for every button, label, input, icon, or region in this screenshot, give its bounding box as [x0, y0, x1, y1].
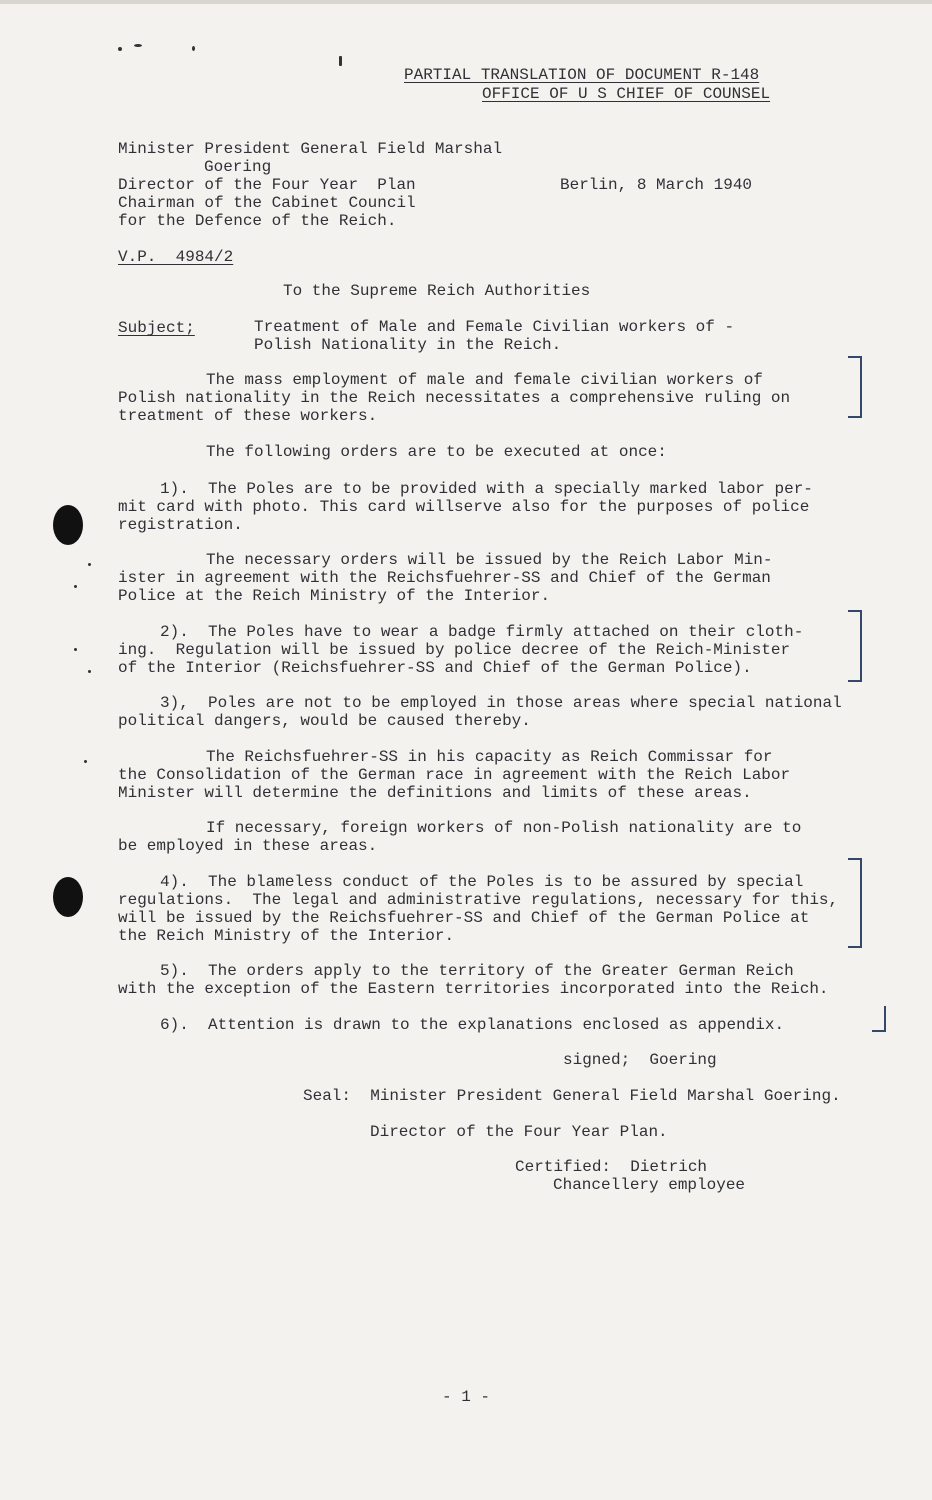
order-item-3-sub2: If necessary, foreign workers of non-Polish nationality are to [206, 819, 802, 837]
order-item-3-sub: The Reichsfuehrer-SS in his capacity as Reich Commissar for [206, 748, 773, 766]
order-item-1-sub: ister in agreement with the Reichsfuehrer-SS and Chief of the German [118, 569, 771, 587]
order-item-3-sub2: be employed in these areas. [118, 837, 378, 855]
page-top-edge [0, 0, 932, 4]
sender-line: Goering [204, 158, 272, 176]
sender-line: Minister President General Field Marshal [118, 140, 503, 158]
seal-subline: Director of the Four Year Plan. [370, 1123, 668, 1141]
certification: Chancellery employee [553, 1176, 746, 1194]
ink-speck [84, 760, 87, 763]
order-item-3: 3), Poles are not to be employed in those areas where special national [160, 694, 842, 712]
order-item-1-sub: The necessary orders will be issued by the Reich Labor Min- [206, 551, 773, 569]
punch-hole [53, 505, 83, 545]
ink-speck [88, 563, 91, 566]
order-item-1: registration. [118, 516, 243, 534]
seal-line: Seal: Minister President General Field Marshal Goering. [303, 1087, 841, 1105]
subject-text: Polish Nationality in the Reich. [254, 336, 562, 354]
ink-speck [88, 670, 91, 673]
order-item-6: 6). Attention is drawn to the explanations enclosed as appendix. [160, 1016, 785, 1034]
order-item-2: 2). The Poles have to wear a badge firmly attached on their cloth- [160, 623, 804, 641]
order-item-1-sub: Police at the Reich Ministry of the Interior. [118, 587, 551, 605]
order-item-4: the Reich Ministry of the Interior. [118, 927, 455, 945]
margin-bracket [872, 1006, 886, 1032]
order-item-2: of the Interior (Reichsfuehrer-SS and Chief of the German Police). [118, 659, 752, 677]
subject-text: Treatment of Male and Female Civilian workers of - [254, 318, 735, 336]
order-item-4: regulations. The legal and administrative regulations, necessary for this, [118, 891, 839, 909]
ink-speck [134, 44, 142, 47]
margin-bracket [848, 858, 862, 948]
ink-speck [74, 585, 77, 588]
order-item-3-sub: the Consolidation of the German race in agreement with the Reich Labor [118, 766, 791, 784]
ink-speck [74, 648, 77, 651]
ink-speck [118, 47, 122, 51]
place-date: Berlin, 8 March 1940 [560, 176, 753, 194]
order-item-1: mit card with photo. This card willserve also for the purposes of police [118, 498, 810, 516]
order-item-2: ing. Regulation will be issued by police decree of the Reich-Minister [118, 641, 791, 659]
order-item-3-sub: Minister will determine the definitions and limits of these areas. [118, 784, 752, 802]
certification: Certified: Dietrich [515, 1158, 708, 1176]
translation-header: PARTIAL TRANSLATION OF DOCUMENT R-148 [404, 66, 760, 84]
sender-line: Director of the Four Year Plan [118, 176, 416, 194]
sender-line: Chairman of the Cabinet Council [118, 194, 416, 212]
subject-label: Subject; [118, 319, 195, 337]
reference-number: V.P. 4984/2 [118, 248, 234, 266]
order-item-4: will be issued by the Reichsfuehrer-SS and Chief of the German Police at [118, 909, 810, 927]
office-header: OFFICE OF U S CHIEF OF COUNSEL [482, 85, 771, 103]
order-item-4: 4). The blameless conduct of the Poles is to be assured by special [160, 873, 804, 891]
order-item-1: 1). The Poles are to be provided with a specially marked labor per- [160, 480, 813, 498]
margin-bracket [848, 610, 862, 682]
ink-speck [339, 56, 342, 66]
order-item-5: 5). The orders apply to the territory of the Greater German Reich [160, 962, 794, 980]
order-item-3: political dangers, would be caused thereby. [118, 712, 531, 730]
body-line: The mass employment of male and female civilian workers of [206, 371, 763, 389]
body-line: The following orders are to be executed at once: [206, 443, 667, 461]
ink-speck [192, 46, 195, 51]
body-line: treatment of these workers. [118, 407, 378, 425]
margin-bracket [848, 356, 862, 418]
punch-hole [53, 877, 83, 917]
order-item-5: with the exception of the Eastern territories incorporated into the Reich. [118, 980, 829, 998]
body-line: Polish nationality in the Reich necessitates a comprehensive ruling on [118, 389, 791, 407]
page-number: - 1 - [442, 1388, 491, 1406]
sender-line: for the Defence of the Reich. [118, 212, 397, 230]
signature-line: signed; Goering [563, 1051, 717, 1069]
addressee: To the Supreme Reich Authorities [283, 282, 591, 300]
